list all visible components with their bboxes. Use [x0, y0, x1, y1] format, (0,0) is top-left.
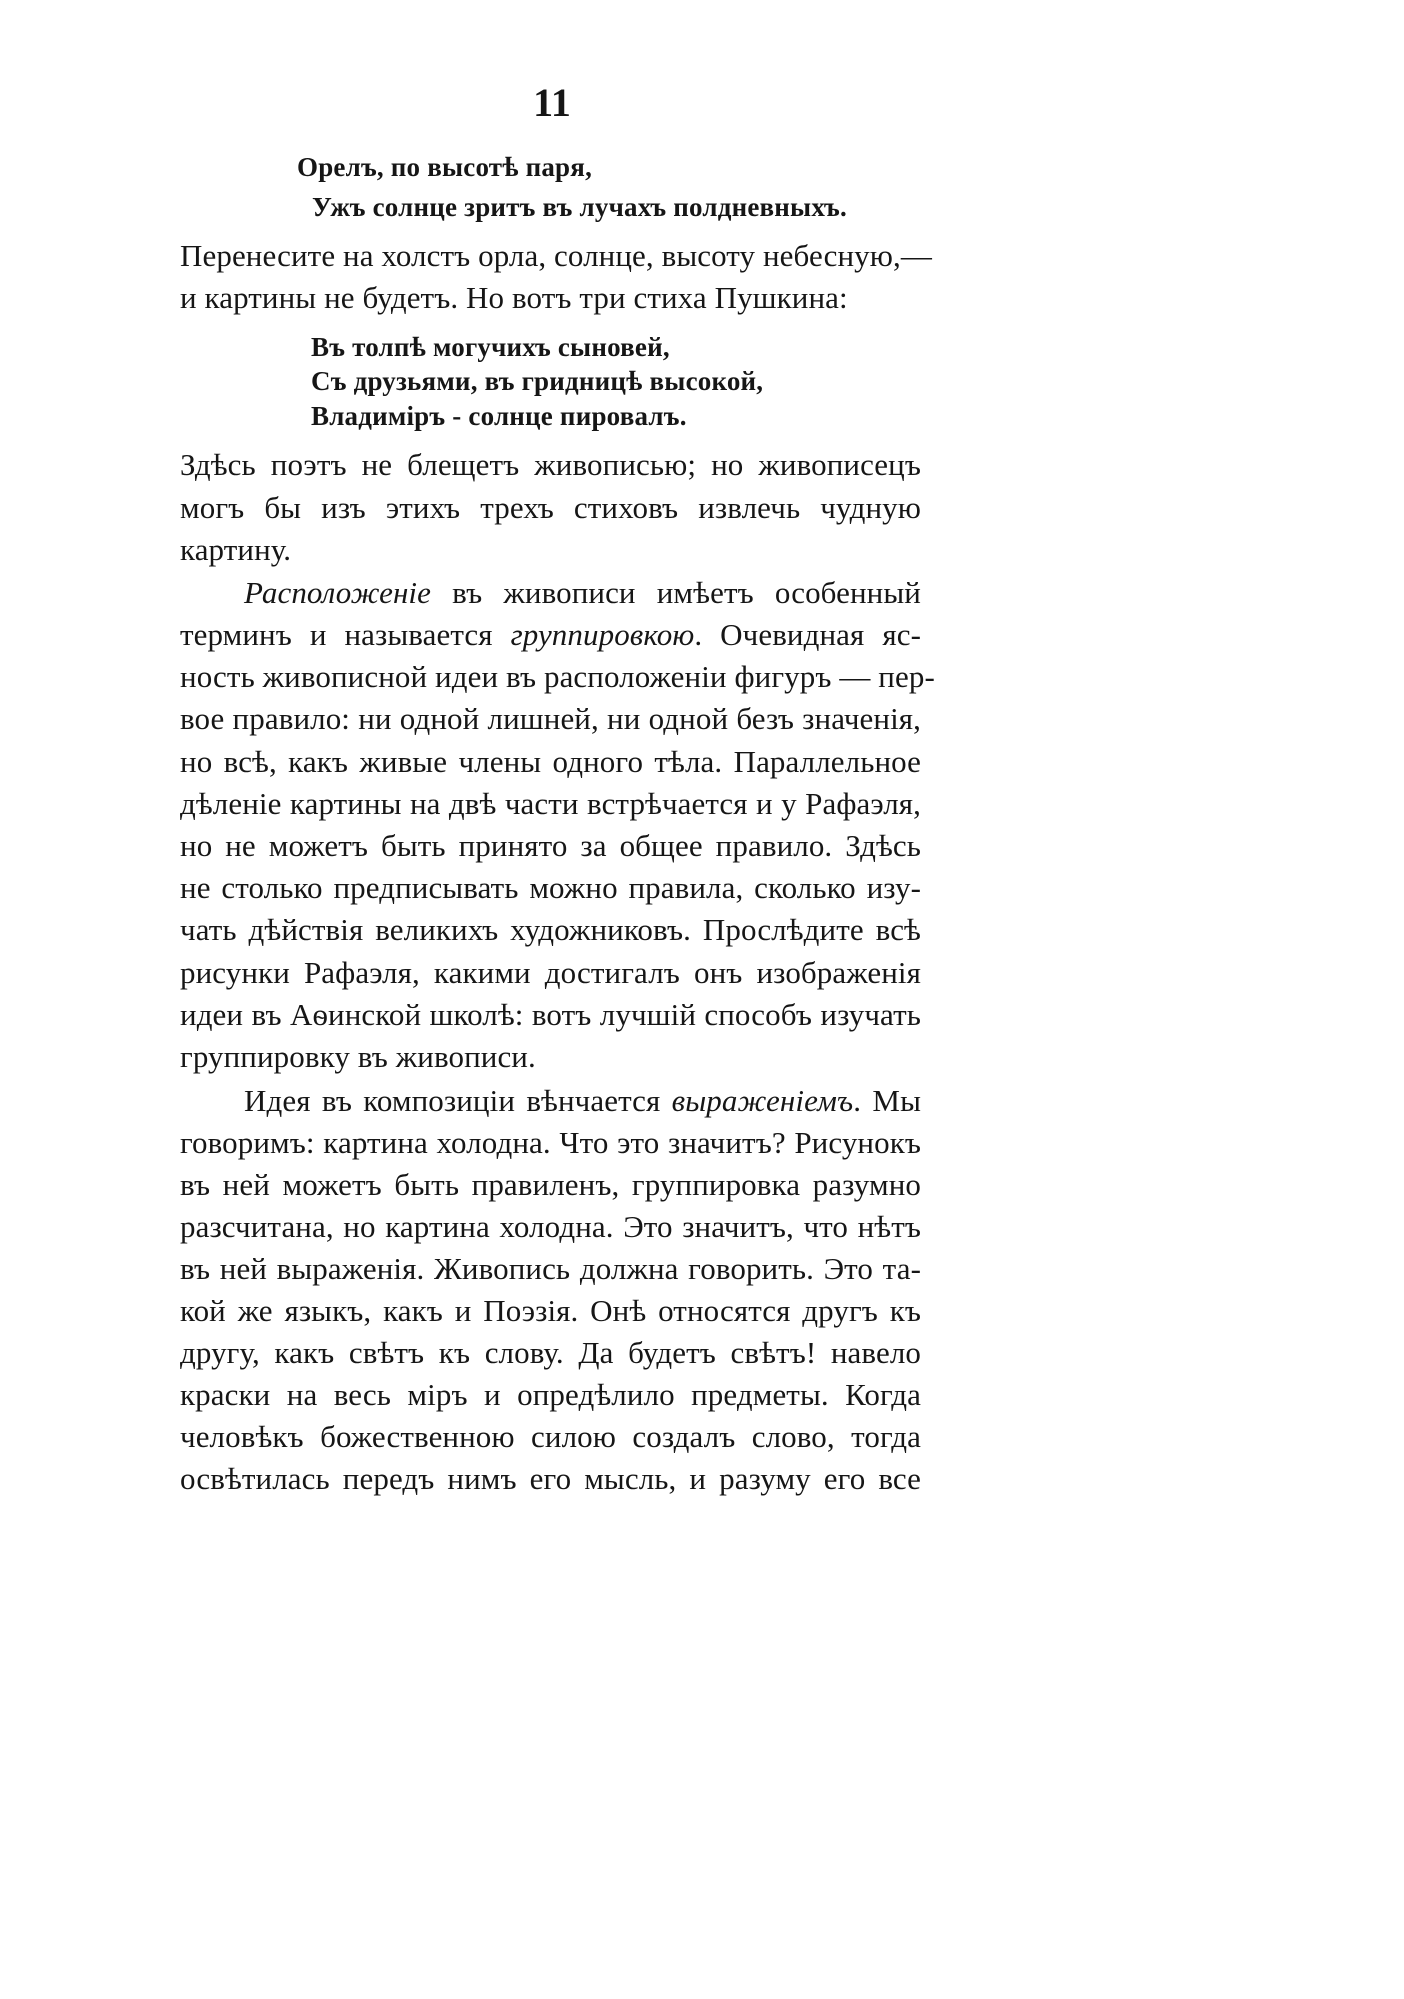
- paragraph-2-line-3: картину.: [180, 532, 292, 567]
- paragraph-3-line-5: но всѣ, какъ живые члены одного тѣла. Параллельное: [180, 744, 921, 779]
- verse-1-line-2: Ужъ солнце зритъ въ лучахъ полдневныхъ.: [312, 192, 847, 222]
- paragraph-3-line-9: чать дѣйствія великихъ художниковъ. Прослѣдите всѣ: [180, 912, 921, 947]
- verse-2-line-1: Въ толпѣ могучихъ сыновей,: [311, 332, 670, 362]
- page-number: 11: [533, 80, 571, 125]
- paragraph-1-line-2: и картины не будетъ. Но вотъ три стиха Пушкина:: [180, 280, 848, 315]
- italic-term: Расположеніе: [244, 575, 432, 610]
- italic-term: группировкою: [510, 617, 695, 652]
- paragraph-4-line-3: въ ней можетъ быть правиленъ, группировка разумно: [180, 1167, 921, 1202]
- paragraph-3-line-11: идеи въ Аѳинской школѣ: вотъ лучшій способъ изучать: [180, 997, 921, 1032]
- paragraph-3-line-2: терминъ и называется группировкою. Очевидная яс-: [180, 617, 922, 652]
- paragraph-3-line-7: но не можетъ быть принято за общее правило. Здѣсь: [180, 828, 921, 863]
- paragraph-3-line-3: ность живописной идеи въ расположеніи фигуръ — пер-: [180, 659, 935, 694]
- paragraph-4-line-4: разсчитана, но картина холодна. Это значитъ, что нѣтъ: [180, 1209, 921, 1244]
- paragraph-3-line-10: рисунки Рафаэля, какими достигалъ онъ изображенія: [180, 955, 921, 990]
- paragraph-3-line-4: вое правило: ни одной лишней, ни одной безъ значенія,: [180, 701, 921, 736]
- paragraph-3-line-1: Расположеніе въ живописи имѣетъ особенный: [244, 575, 921, 610]
- paragraph-4-line-5: въ ней выраженія. Живопись должна говорить. Это та-: [180, 1251, 921, 1286]
- paragraph-4-line-6: кой же языкъ, какъ и Поэзія. Онѣ относятся другъ къ: [180, 1293, 921, 1328]
- verse-2-line-3: Владиміръ - солнце пировалъ.: [311, 401, 687, 431]
- italic-term: выраженіемъ: [671, 1083, 854, 1118]
- verse-2-line-2: Съ друзьями, въ гридницѣ высокой,: [311, 366, 764, 396]
- verse-1-line-1: Орелъ, по высотѣ паря,: [297, 152, 593, 182]
- paragraph-3-line-12: группировку въ живописи.: [180, 1039, 536, 1074]
- paragraph-4-line-1: Идея въ композиціи вѣнчается выраженіемъ. Мы: [244, 1083, 921, 1118]
- paragraph-4-line-9: человѣкъ божественною силою создалъ слово, тогда: [180, 1419, 921, 1454]
- paragraph-2-line-2: могъ бы изъ этихъ трехъ стиховъ извлечь чудную: [180, 490, 921, 525]
- paragraph-4-line-8: краски на весь міръ и опредѣлило предметы. Когда: [180, 1377, 921, 1412]
- paragraph-4-line-2: говоримъ: картина холодна. Что это значитъ? Рисунокъ: [180, 1125, 921, 1160]
- paragraph-1-line-1: Перенесите на холстъ орла, солнце, высоту небесную,—: [180, 238, 932, 273]
- paragraph-3-line-6: дѣленіе картины на двѣ части встрѣчается и у Рафаэля,: [180, 786, 921, 821]
- paragraph-3-line-8: не столько предписывать можно правила, сколько изу-: [180, 870, 921, 905]
- paragraph-4-line-10: освѣтилась передъ нимъ его мысль, и разуму его все: [180, 1461, 921, 1496]
- paragraph-2-line-1: Здѣсь поэтъ не блещетъ живописью; но живописецъ: [180, 447, 921, 482]
- paragraph-4-line-7: другу, какъ свѣтъ къ слову. Да будетъ свѣтъ! навело: [180, 1335, 921, 1370]
